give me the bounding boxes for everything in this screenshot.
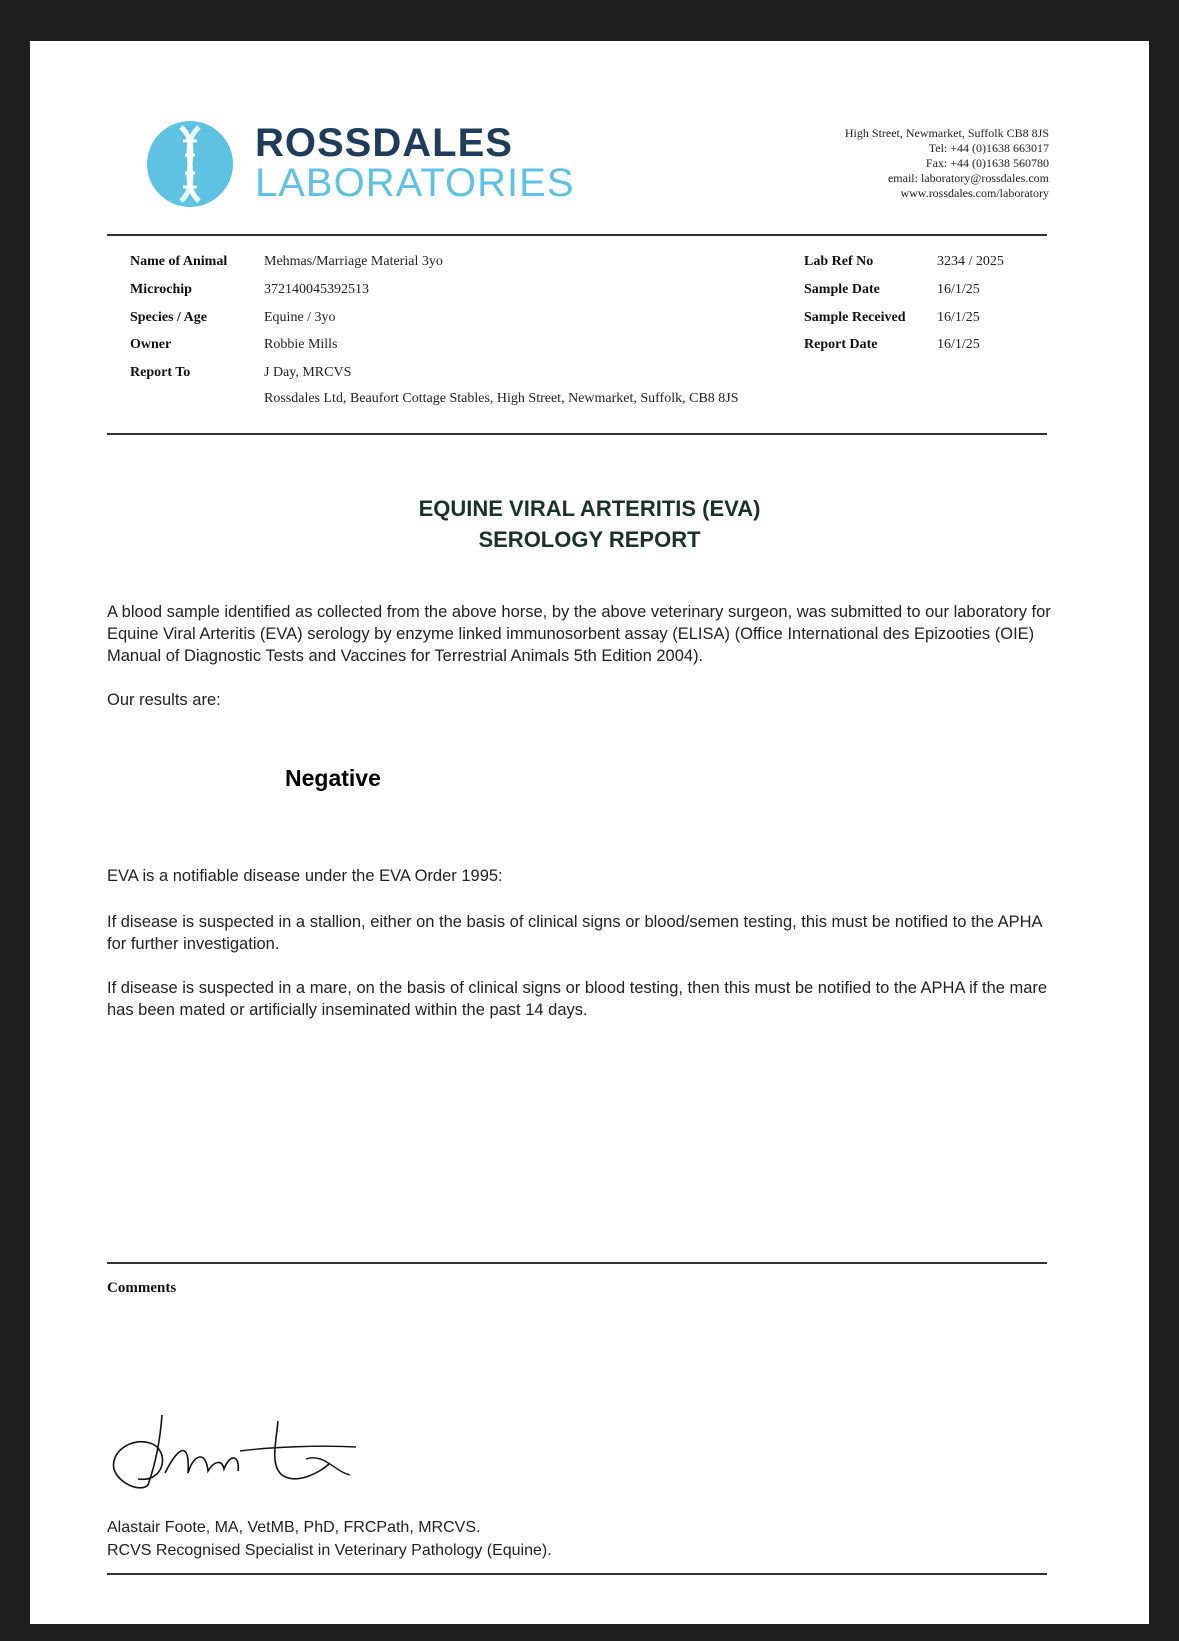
microchip-label: Microchip (130, 282, 192, 297)
report-to-address: Rossdales Ltd, Beaufort Cottage Stables, High Street, Newmarket, Suffolk, CB8 8JS (264, 391, 739, 406)
comments-divider (107, 1262, 1047, 1264)
email-line: email: laboratory@rossdales.com (887, 171, 1049, 185)
signer-name: Alastair Foote, MA, VetMB, PhD, FRCPath, MRCVS. (107, 1519, 481, 1536)
fax-line: Fax: +44 (0)1638 560780 (925, 156, 1049, 170)
report-to-value: J Day, MRCVS (264, 365, 352, 380)
report-title (30, 493, 1149, 555)
mare-paragraph: If disease is suspected in a mare, on the basis of clinical signs or blood testing, then this must be notified to the APHA if the mare has been mated or artificially inseminated within the past 14 days. (107, 979, 1048, 1019)
address-line: High Street, Newmarket, Suffolk CB8 8JS (844, 126, 1049, 140)
report-page (30, 41, 1149, 1624)
report-title-line2: SEROLOGY REPORT (478, 527, 701, 552)
name-of-animal-label: Name of Animal (130, 254, 228, 269)
comments-label: Comments (107, 1280, 177, 1296)
results-intro: Our results are: (107, 691, 221, 709)
header-divider (107, 234, 1047, 236)
report-title-line1: EQUINE VIRAL ARTERITIS (EVA) (418, 496, 761, 521)
lab-ref-label: Lab Ref No (804, 254, 874, 269)
report-date-label: Report Date (804, 337, 878, 352)
microchip-value: 372140045392513 (264, 282, 369, 297)
signer-details (107, 1516, 552, 1562)
report-to-label: Report To (130, 365, 191, 380)
footer-divider (107, 1573, 1047, 1575)
owner-label: Owner (130, 337, 172, 352)
signature-image (110, 1413, 360, 1493)
report-date-value: 16/1/25 (937, 337, 980, 352)
dna-logo-icon (145, 119, 235, 209)
sample-date-value: 16/1/25 (937, 282, 980, 297)
sample-received-label: Sample Received (804, 310, 906, 325)
intro-paragraph: A blood sample identified as collected from the above horse, by the above veterinary surgeon, was submitted to our laboratory for Equine Viral Arteritis (EVA) serology by enzyme linked immunosorbent assay (ELISA) (Office International des Epizooties (OIE) Manual of Diagnostic Tests and Vaccines for Terrestrial Animals 5th Edition 2004). (107, 603, 1051, 665)
website-line: www.rossdales.com/laboratory (900, 186, 1049, 200)
species-age-value: Equine / 3yo (264, 310, 336, 325)
sample-date-label: Sample Date (804, 282, 880, 297)
brand-name-line2: LABORATORIES (255, 161, 575, 205)
lab-address (845, 126, 1049, 201)
owner-value: Robbie Mills (264, 337, 338, 352)
lab-ref-value: 3234 / 2025 (937, 254, 1004, 269)
name-of-animal-value: Mehmas/Marriage Material 3yo (264, 254, 443, 269)
phone-line: Tel: +44 (0)1638 663017 (928, 141, 1049, 155)
sample-received-value: 16/1/25 (937, 310, 980, 325)
species-age-label: Species / Age (130, 310, 207, 325)
brand-name-line1: ROSSDALES (255, 121, 513, 165)
details-divider (107, 433, 1047, 435)
notifiable-statement: EVA is a notifiable disease under the EVA Order 1995: (107, 867, 503, 885)
result-value: Negative (285, 765, 381, 791)
stallion-paragraph: If disease is suspected in a stallion, either on the basis of clinical signs or blood/semen testing, this must be notified to the APHA for further investigation. (107, 913, 1042, 953)
signer-title: RCVS Recognised Specialist in Veterinary Pathology (Equine). (107, 1542, 552, 1559)
